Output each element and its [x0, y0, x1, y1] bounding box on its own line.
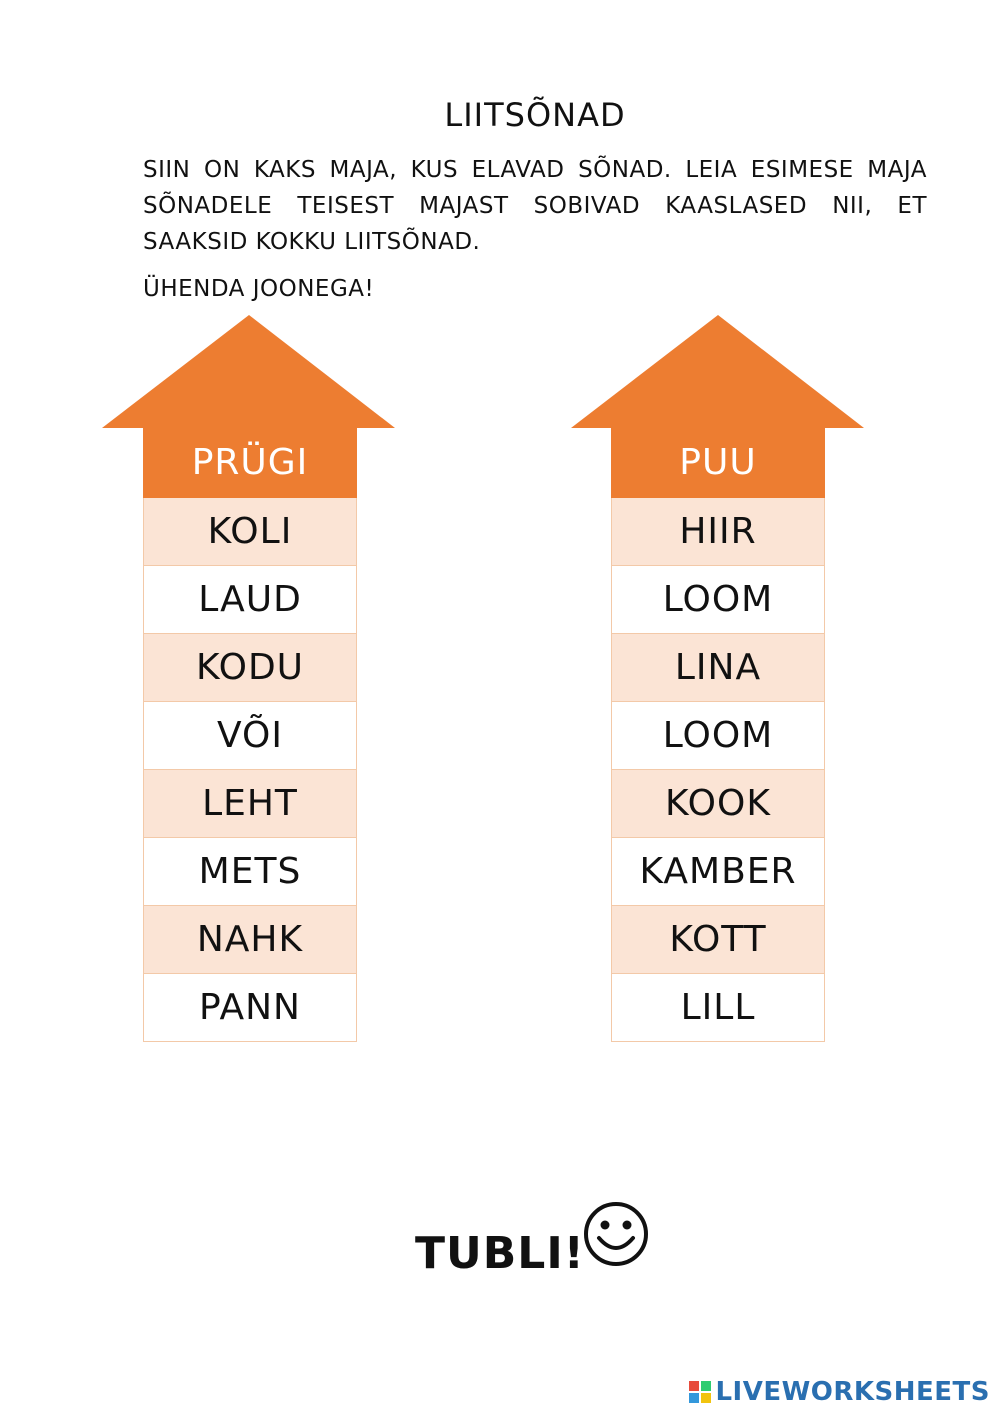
word-cell[interactable]: PANN	[143, 974, 357, 1042]
house-right-roof	[571, 314, 865, 430]
liveworksheets-icon	[689, 1381, 711, 1403]
house-left-column	[143, 428, 357, 1042]
word-cell[interactable]: KODU	[143, 634, 357, 702]
word-cell[interactable]: HIIR	[611, 498, 825, 566]
word-cell[interactable]: LEHT	[143, 770, 357, 838]
word-cell[interactable]: LINA	[611, 634, 825, 702]
praise-text: TUBLI!	[415, 1228, 585, 1279]
word-cell[interactable]: LILL	[611, 974, 825, 1042]
brand-name: LIVEWORKSHEETS	[715, 1377, 990, 1407]
instruction-text: SIIN ON KAKS MAJA, KUS ELAVAD SÕNAD. LEIA ESIMESE MAJA SÕNADELE TEISEST MAJAST SOBIVAD KAASLASED NII, ET SAAKSID KOKKU LIITSÕNAD.	[143, 157, 927, 255]
house-left-roof	[102, 314, 396, 430]
house-right-column	[611, 428, 825, 1042]
house-right	[571, 314, 865, 1028]
instruction-connect: ÜHENDA JOONEGA!	[143, 276, 375, 302]
word-cell[interactable]: LAUD	[143, 566, 357, 634]
word-cell[interactable]: LOOM	[611, 702, 825, 770]
brand-logo	[689, 1377, 990, 1407]
word-cell[interactable]: KAMBER	[611, 838, 825, 906]
word-cell[interactable]: KOLI	[143, 498, 357, 566]
word-cell[interactable]: METS	[143, 838, 357, 906]
house-left-header: PRÜGI	[143, 428, 357, 498]
word-cell[interactable]: NAHK	[143, 906, 357, 974]
house-left	[102, 314, 396, 1028]
house-right-header: PUU	[611, 428, 825, 498]
word-cell[interactable]: KOOK	[611, 770, 825, 838]
word-cell[interactable]: KOTT	[611, 906, 825, 974]
page-title: LIITSÕNAD	[444, 96, 626, 134]
word-cell[interactable]: VÕI	[143, 702, 357, 770]
smiley-icon	[582, 1200, 650, 1268]
word-cell[interactable]: LOOM	[611, 566, 825, 634]
